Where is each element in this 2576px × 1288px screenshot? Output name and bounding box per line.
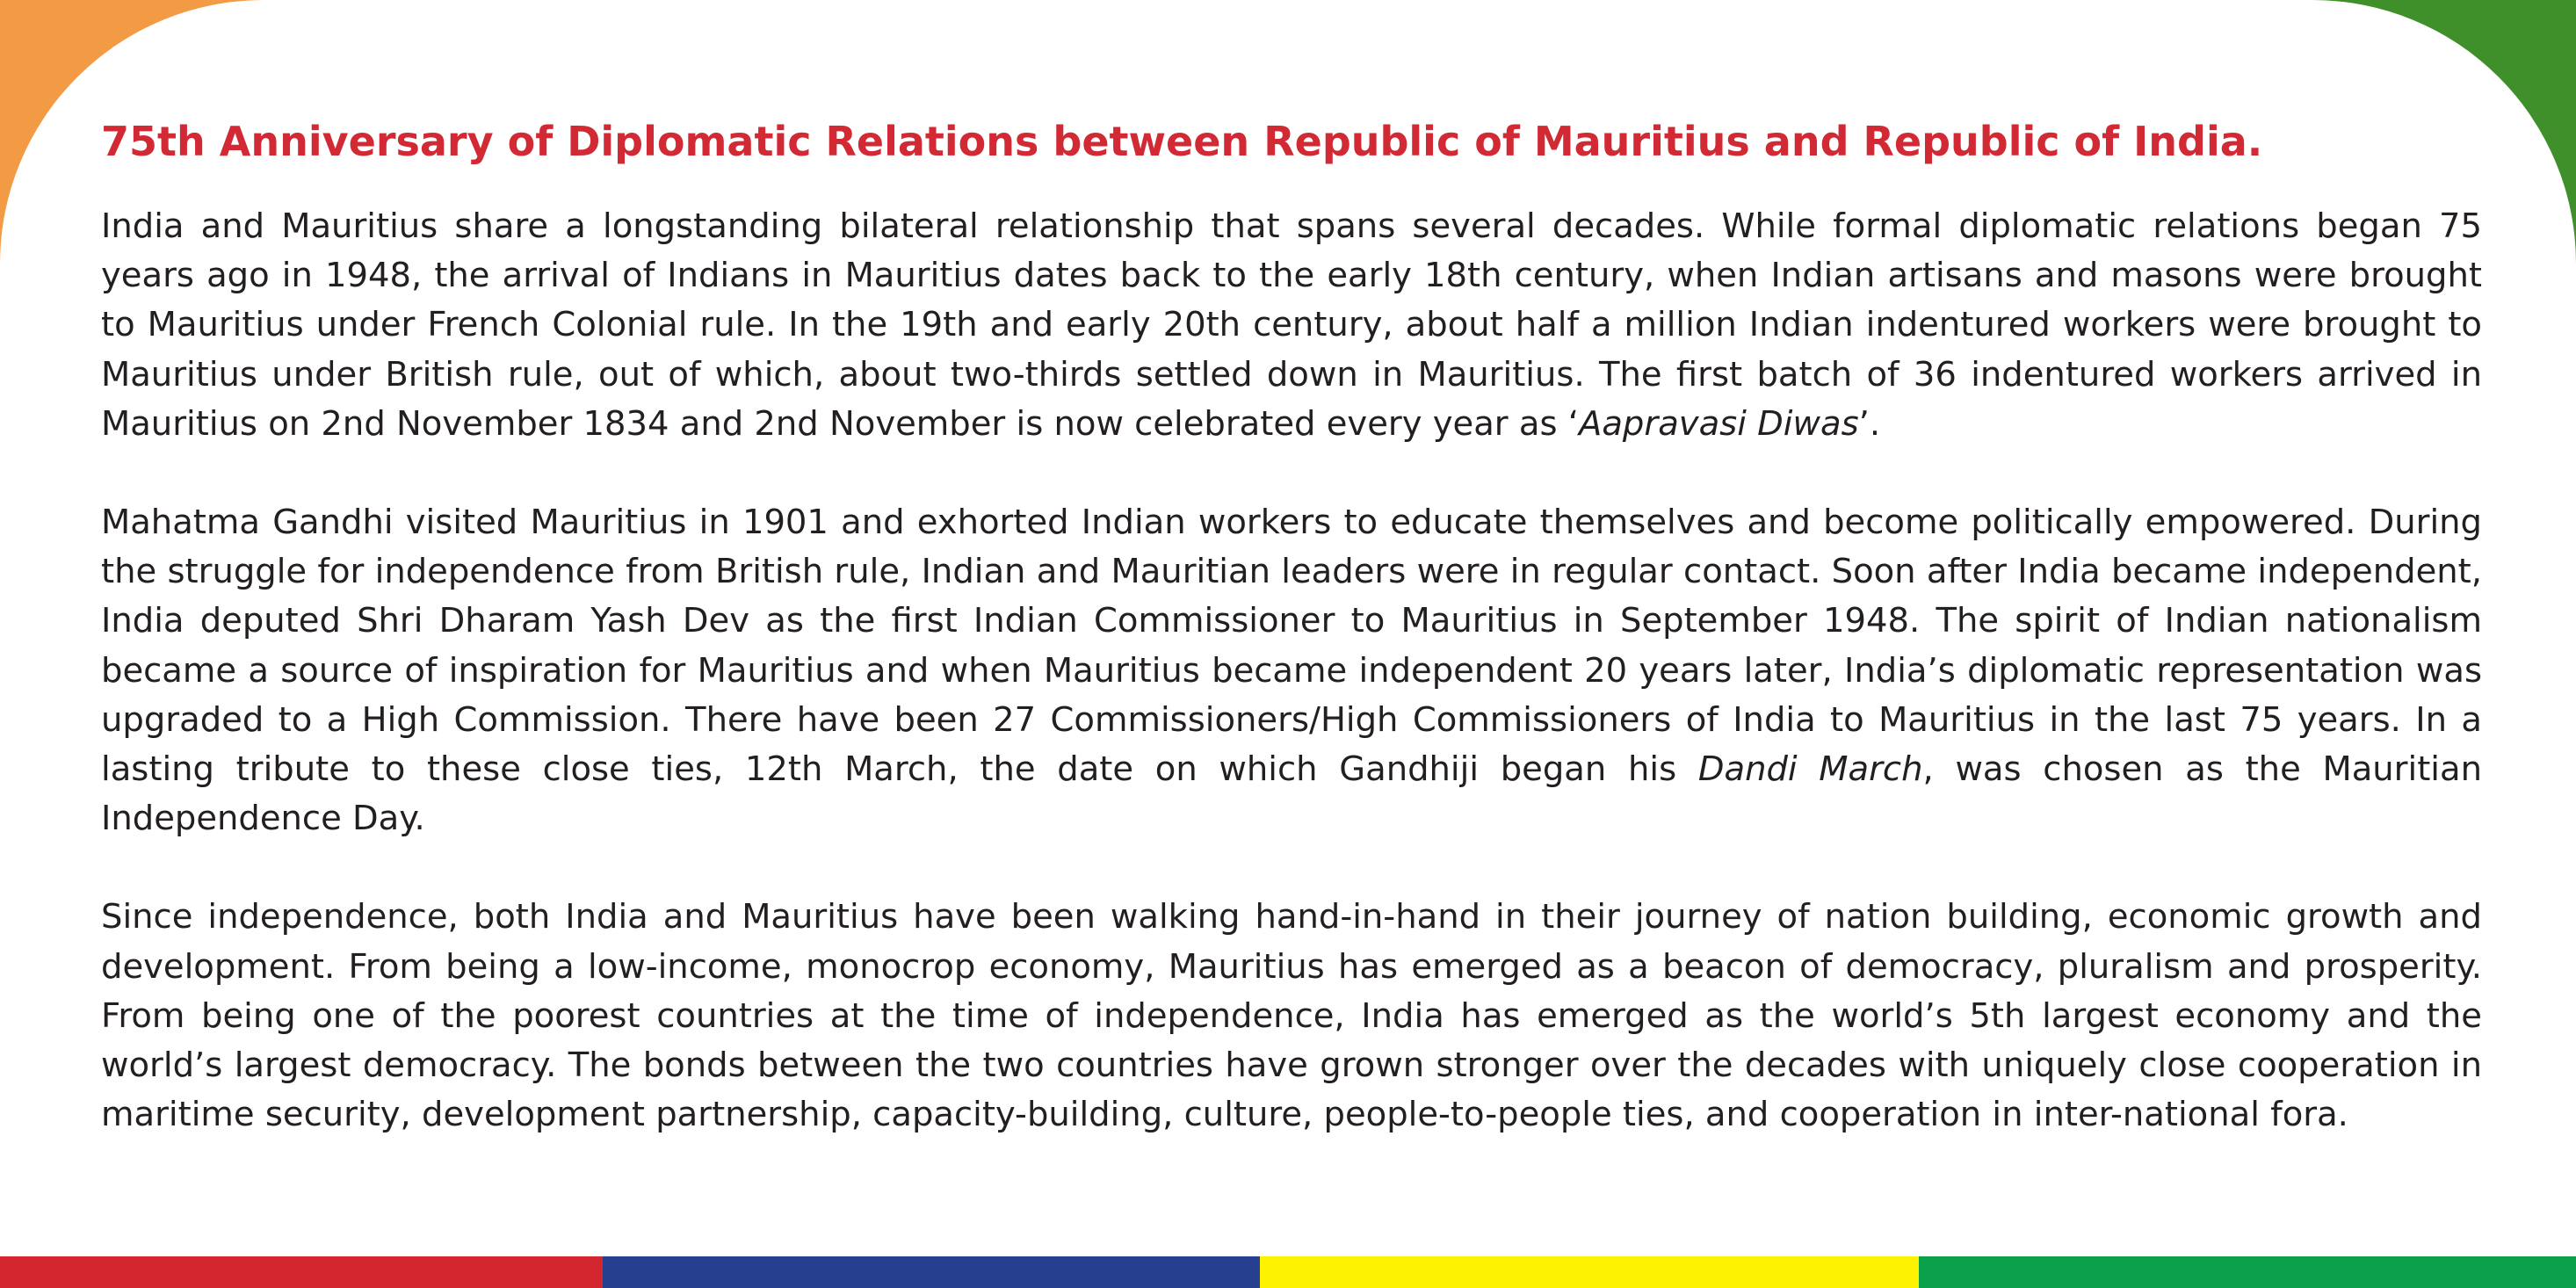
paragraph-gandhi-italic: Dandi March <box>1697 749 1923 790</box>
paragraph-independence-text: Since independence, both India and Mauritius have been walking hand-in-hand in their journey of nation building, economic growth and development. From being a low-income, monocrop economy, Mauritius has emerged as a beacon of democracy, pluralism and prosperity. From being one of the poorest countries at the time of independence, India has emerged as the world’s 5th largest economy and the world’s largest democracy. The bonds between the two countries have grown stronger over the decades with uniquely close cooperation in maritime security, development partnership, capacity-building, culture, people-to-people ties, and cooperation in inter-national fora. <box>101 897 2482 1135</box>
strip-red <box>0 1256 603 1288</box>
paragraph-history-end: ’. <box>1858 403 1881 444</box>
article <box>101 109 2482 1189</box>
paragraph-gandhi-end: , was chosen as the Mauritian Independence Day. <box>101 749 2482 839</box>
paragraph-gandhi-text: Mahatma Gandhi visited Mauritius in 1901 and exhorted Indian workers to educate themselves and become politically empowered. During the struggle for independence from British rule, Indian and Mauritian leaders were in regular contact. Soon after India became independent, India deputed Shri Dharam Yash Dev as the first Indian Commissioner to Mauritius in September 1948. The spirit of Indian nationalism became a source of inspiration for Mauritius and when Mauritius became independent 20 years later, India’s diplomatic representation was upgraded to a High Commission. There have been 27 Commissioners/High Commissioners of India to Mauritius in the last 75 years. In a lasting tribute to these close ties, 12th March, the date on which Gandhiji began his <box>101 503 2482 790</box>
paragraph-history-italic: Aapravasi Diwas <box>1579 403 1859 444</box>
paragraph-gandhi <box>101 498 2482 843</box>
strip-blue <box>603 1256 1260 1288</box>
paragraph-history <box>101 202 2482 449</box>
strip-green <box>1919 1256 2576 1288</box>
page-title: 75th Anniversary of Diplomatic Relations between Republic of Mauritius and Republic of India. <box>101 118 2263 165</box>
flag-color-strip <box>0 1256 2576 1288</box>
paragraph-history-text: India and Mauritius share a longstanding bilateral relationship that spans several decades. While formal diplomatic relations began 75 years ago in 1948, the arrival of Indians in Mauritius dates back to the early 18th century, when Indian artisans and masons were brought to Mauritius under French Colonial rule. In the 19th and early 20th century, about half a million Indian indentured workers were brought to Mauritius under British rule, out of which, about two-thirds settled down in Mauritius. The first batch of 36 indentured workers arrived in Mauritius on 2nd November 1834 and 2nd November is now celebrated every year as ‘ <box>101 206 2482 444</box>
strip-yellow <box>1260 1256 1919 1288</box>
paragraph-independence <box>101 893 2482 1140</box>
